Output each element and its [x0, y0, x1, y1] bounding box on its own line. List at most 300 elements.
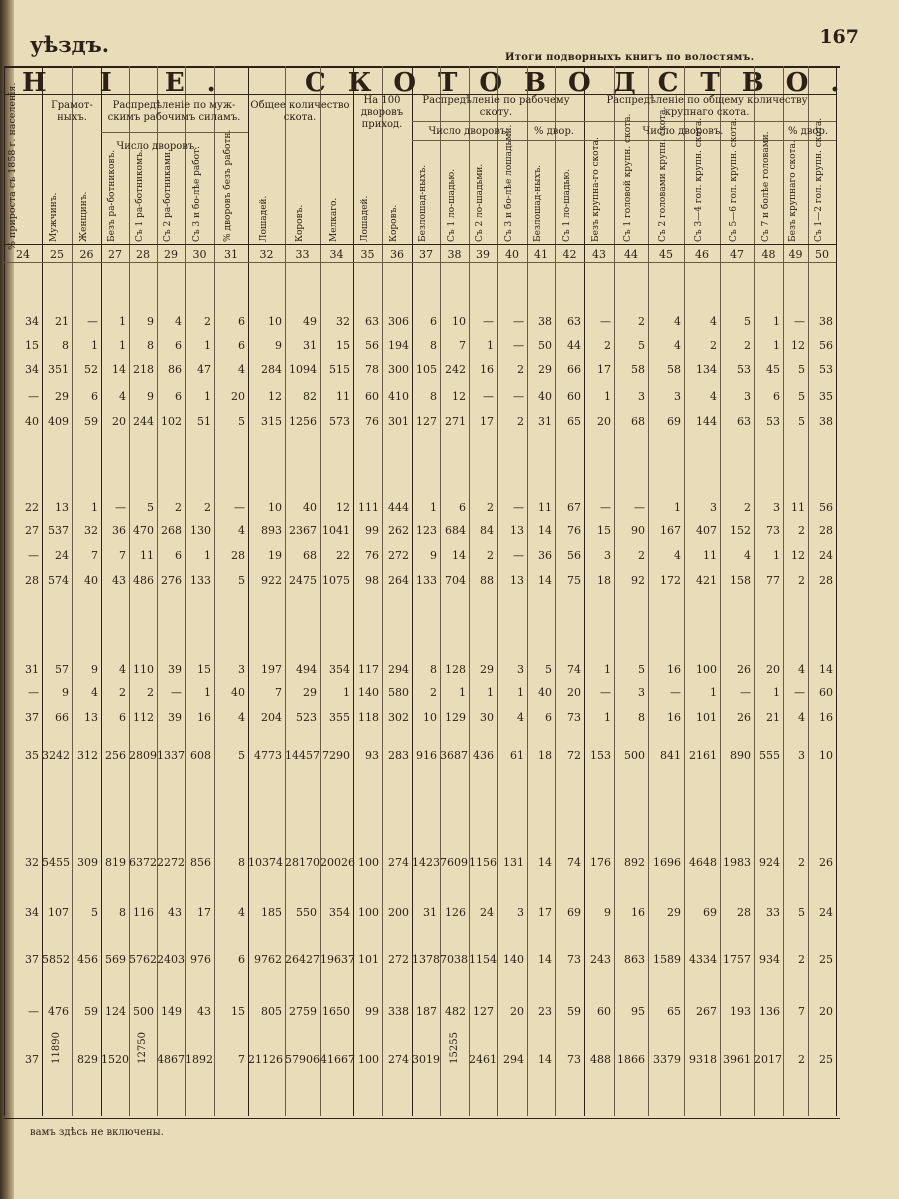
table-cell: 117 [358, 663, 379, 676]
table-cell: 5 [238, 749, 245, 762]
table-cell: 805 [261, 1005, 282, 1018]
table-cell: 40 [231, 686, 245, 699]
table-cell: 65 [567, 415, 581, 428]
table-cell: 26 [737, 663, 751, 676]
table-cell: 23 [538, 1005, 552, 1018]
table-cell: 73 [567, 711, 581, 724]
table-cell: 13 [55, 501, 69, 514]
table-cell: 127 [416, 415, 437, 428]
table-cell: 12 [791, 549, 805, 562]
table-cell: 3 [744, 390, 751, 403]
table-cell: 7038 [440, 953, 468, 966]
table-cell: 2475 [289, 574, 317, 587]
table-cell: 2 [638, 315, 645, 328]
table-cell: 10 [423, 711, 437, 724]
table-cell: 4 [798, 663, 805, 676]
table-cell: 4 [710, 315, 717, 328]
table-cell: 99 [365, 1005, 379, 1018]
table-cell: 976 [190, 953, 211, 966]
column-label: Съ 1—2 гол. крупн. скота. [814, 117, 824, 242]
table-cell: 38 [819, 415, 833, 428]
table-cell: 306 [388, 315, 409, 328]
table-cell: 50 [538, 339, 552, 352]
table-cell: 268 [161, 524, 182, 537]
table-cell: 2 [430, 686, 437, 699]
table-cell: 66 [567, 363, 581, 376]
column-number: 38 [447, 248, 462, 261]
table-cell: 4 [798, 711, 805, 724]
table-cell: 63 [365, 315, 379, 328]
table-cell: — [634, 501, 645, 514]
table-cell: 5 [545, 663, 552, 676]
table-cell: 107 [48, 906, 69, 919]
table-cell: 1378 [412, 953, 440, 966]
table-cell: 12 [336, 501, 350, 514]
table-cell: — [794, 315, 805, 328]
column-label: Съ 3 и бо-лѣе работ. [191, 146, 202, 242]
footnote: вамъ здѣсь не включены. [30, 1127, 164, 1138]
table-cell: 33 [766, 906, 780, 919]
table-cell: 59 [84, 1005, 98, 1018]
table-cell: 537 [48, 524, 69, 537]
table-cell: 6 [238, 953, 245, 966]
row-rule [584, 121, 836, 122]
column-label: Съ 2 ло-шадьми. [475, 163, 485, 242]
table-cell: 274 [388, 856, 409, 869]
table-cell: 494 [296, 663, 317, 676]
table-cell: 3242 [42, 749, 70, 762]
table-cell: 1 [773, 686, 780, 699]
table-cell: 1 [487, 686, 494, 699]
table-cell: 27 [25, 524, 39, 537]
table-cell: 300 [388, 363, 409, 376]
table-cell: 133 [416, 574, 437, 587]
table-cell: 5852 [42, 953, 70, 966]
table-cell: — [513, 549, 524, 562]
total-header: Общее количество скота. [250, 100, 350, 123]
table-cell: 1 [204, 686, 211, 699]
table-cell: 76 [567, 524, 581, 537]
table-cell: 9 [147, 315, 154, 328]
table-cell: 354 [329, 906, 350, 919]
table-cell: 32 [25, 856, 39, 869]
table-cell: 36 [112, 524, 126, 537]
table-cell: 1094 [289, 363, 317, 376]
table-cell: 9 [147, 390, 154, 403]
section-title: СКОТОВОДСТВО. [305, 68, 862, 98]
table-cell: 9 [62, 686, 69, 699]
table-cell: 4867 [157, 1053, 185, 1066]
table-cell: 1 [204, 549, 211, 562]
table-cell: 39 [168, 663, 182, 676]
table-cell: 486 [133, 574, 154, 587]
table-cell: 76 [365, 415, 379, 428]
table-cell: 2 [119, 686, 126, 699]
table-cell: 8 [119, 906, 126, 919]
table-cell: 14 [538, 856, 552, 869]
table-cell: 4 [674, 549, 681, 562]
table-cell: 4 [710, 390, 717, 403]
table-cell: 9 [275, 339, 282, 352]
table-cell: 2 [710, 339, 717, 352]
table-cell: 200 [388, 906, 409, 919]
table-cell: 14 [452, 549, 466, 562]
table-cell: 16 [819, 711, 833, 724]
table-cell: 7 [459, 339, 466, 352]
table-cell: 2161 [689, 749, 717, 762]
table-cell: — [513, 501, 524, 514]
table-cell: 550 [296, 906, 317, 919]
table-cell: 4 [238, 363, 245, 376]
table-cell: 14457 [285, 749, 320, 762]
table-cell: 12 [791, 339, 805, 352]
table-cell: 4773 [254, 749, 282, 762]
table-cell: 57906 [285, 1053, 320, 1066]
table-cell: 60 [819, 686, 833, 699]
table-cell: 7 [798, 1005, 805, 1018]
table-cell: 893 [261, 524, 282, 537]
table-cell: 100 [358, 856, 379, 869]
column-label: Мужчинъ. [49, 192, 59, 242]
work-count-subheader: Число дворовъ. [428, 126, 510, 137]
table-cell: 152 [730, 524, 751, 537]
title-fragment: Н І Е. [22, 68, 238, 98]
table-cell: 31 [538, 415, 552, 428]
table-cell: 9 [91, 663, 98, 676]
table-cell: 60 [597, 1005, 611, 1018]
table-cell: 684 [445, 524, 466, 537]
table-cell: 60 [567, 390, 581, 403]
table-cell: 31 [25, 663, 39, 676]
table-cell: 66 [55, 711, 69, 724]
table-cell: 116 [133, 906, 154, 919]
table-cell: — [28, 390, 39, 403]
table-cell: 355 [329, 711, 350, 724]
table-cell: 21126 [248, 1053, 283, 1066]
table-cell: 111 [358, 501, 379, 514]
table-cell: 18 [597, 574, 611, 587]
table-cell: 20 [510, 1005, 524, 1018]
table-cell: 65 [667, 1005, 681, 1018]
table-cell: 26427 [285, 953, 320, 966]
table-cell: 77 [766, 574, 780, 587]
table-cell: 1520 [101, 1053, 129, 1066]
table-cell: 5 [147, 501, 154, 514]
column-number: 35 [360, 248, 375, 261]
table-cell: 12 [268, 390, 282, 403]
table-cell: 1757 [723, 953, 751, 966]
table-cell: 59 [567, 1005, 581, 1018]
table-cell: 73 [567, 953, 581, 966]
row-rule [584, 140, 836, 141]
column-label: Съ 5—6 гол. крупн. скота. [729, 117, 739, 242]
table-cell: 4334 [689, 953, 717, 966]
table-cell: 17 [538, 906, 552, 919]
table-cell: 2461 [469, 1053, 497, 1066]
column-number: 45 [659, 248, 673, 261]
table-cell: 7 [91, 549, 98, 562]
column-label: Мелкаго. [328, 197, 339, 242]
table-cell: 1 [430, 501, 437, 514]
table-cell: 167 [660, 524, 681, 537]
table-cell: 123 [416, 524, 437, 537]
table-cell: — [794, 686, 805, 699]
work-header: Распредѣленіе по рабочему скоту. [422, 95, 570, 118]
table-cell: 69 [703, 906, 717, 919]
table-cell: — [740, 686, 751, 699]
table-cell: 187 [416, 1005, 437, 1018]
table-cell: 8 [638, 711, 645, 724]
table-cell: 134 [696, 363, 717, 376]
table-cell: — [513, 390, 524, 403]
table-cell: 25 [819, 953, 833, 966]
table-cell: 38 [538, 315, 552, 328]
table-cell: 153 [590, 749, 611, 762]
table-cell: 409 [48, 415, 69, 428]
table-cell: 51 [197, 415, 211, 428]
table-cell: 407 [696, 524, 717, 537]
table-cell: 28 [231, 549, 245, 562]
table-cell: 124 [105, 1005, 126, 1018]
table-cell: 8 [238, 856, 245, 869]
table-cell: 127 [473, 1005, 494, 1018]
table-cell: 16 [480, 363, 494, 376]
table-cell: 3 [638, 686, 645, 699]
table-cell: 272 [388, 953, 409, 966]
table-cell: 264 [388, 574, 409, 587]
table-cell: 890 [730, 749, 751, 762]
column-label: Съ 1 ра-ботникомъ. [135, 149, 145, 242]
table-cell: 22 [336, 549, 350, 562]
column-number: 40 [505, 248, 519, 261]
table-cell: — [28, 686, 39, 699]
table-cell: 130 [190, 524, 211, 537]
column-number: 41 [534, 248, 548, 261]
table-cell: 315 [261, 415, 282, 428]
table-cell: 14 [538, 953, 552, 966]
table-cell: 9762 [254, 953, 282, 966]
table-cell: 29 [55, 390, 69, 403]
table-cell: — [171, 686, 182, 699]
row-rule [4, 262, 836, 263]
table-cell: 841 [660, 749, 681, 762]
table-cell: 9 [604, 906, 611, 919]
table-cell: 8 [147, 339, 154, 352]
table-cell: 2 [798, 574, 805, 587]
table-cell: 14 [538, 1053, 552, 1066]
literate-header: Грамот-ныхъ. [51, 100, 93, 123]
table-cell: 4 [238, 906, 245, 919]
table-cell: 98 [365, 574, 379, 587]
column-number: 50 [815, 248, 829, 261]
table-cell: 302 [388, 711, 409, 724]
table-cell: 100 [358, 1053, 379, 1066]
row-rule [412, 140, 584, 141]
table-cell: 118 [358, 711, 379, 724]
table-cell: 24 [55, 549, 69, 562]
table-cell: 421 [696, 574, 717, 587]
table-cell: 6 [175, 390, 182, 403]
cattle-header: Распредѣленіе по общему количеству крупнаго скота. [606, 95, 808, 118]
table-cell: 10374 [248, 856, 283, 869]
table-cell: 444 [388, 501, 409, 514]
page-number: 167 [819, 26, 859, 48]
table-cell: 2 [798, 856, 805, 869]
table-cell: 17 [597, 363, 611, 376]
table-cell: 75 [567, 574, 581, 587]
table-cell: 100 [696, 663, 717, 676]
table-cell: 14 [538, 524, 552, 537]
table-cell: 15 [597, 524, 611, 537]
table-cell: 1 [119, 339, 126, 352]
table-cell: 2 [517, 363, 524, 376]
table-cell: 95 [631, 1005, 645, 1018]
table-cell: 136 [759, 1005, 780, 1018]
column-number: 46 [695, 248, 709, 261]
table-cell: 39 [168, 711, 182, 724]
table-cell: 112 [133, 711, 154, 724]
table-cell: 267 [696, 1005, 717, 1018]
column-number: 28 [136, 248, 150, 261]
table-cell: 4 [674, 339, 681, 352]
table-cell: 99 [365, 524, 379, 537]
table-cell: 5 [798, 363, 805, 376]
table-cell: 37 [25, 1053, 39, 1066]
table-cell: 1 [604, 390, 611, 403]
table-cell: 13 [510, 574, 524, 587]
table-cell: 15 [197, 663, 211, 676]
table-cell: 6372 [129, 856, 157, 869]
table-cell: 2 [798, 1053, 805, 1066]
table-cell: 7 [275, 686, 282, 699]
table-cell: 24 [480, 906, 494, 919]
table-cell: 354 [329, 663, 350, 676]
growth-header: % прироста съ 1858 г. населенія. [7, 82, 18, 250]
table-cell: 69 [667, 415, 681, 428]
table-cell: 26 [737, 711, 751, 724]
column-rule [836, 66, 837, 1116]
table-cell: 5 [744, 315, 751, 328]
table-cell: 272 [388, 549, 409, 562]
table-cell: 19 [268, 549, 282, 562]
table-cell: 5 [638, 663, 645, 676]
table-cell: 294 [503, 1053, 524, 1066]
table-cell: 410 [388, 390, 409, 403]
table-cell: 56 [365, 339, 379, 352]
table-cell: 20 [112, 415, 126, 428]
table-cell: 88 [480, 574, 494, 587]
table-cell: 1 [487, 339, 494, 352]
table-cell: 338 [388, 1005, 409, 1018]
table-cell: 16 [667, 663, 681, 676]
table-cell: 2 [604, 339, 611, 352]
table-cell: 102 [161, 415, 182, 428]
table-cell: 3687 [440, 749, 468, 762]
table-cell: 86 [168, 363, 182, 376]
column-label: Коровъ. [389, 204, 399, 242]
table-cell: 3 [710, 501, 717, 514]
table-cell: 6 [175, 549, 182, 562]
table-cell: 35 [819, 390, 833, 403]
table-cell: 110 [133, 663, 154, 676]
table-cell: 488 [590, 1053, 611, 1066]
column-label: Съ 1 ло-шадью. [446, 168, 457, 242]
table-cell: 84 [480, 524, 494, 537]
table-cell: 44 [567, 339, 581, 352]
table-cell: 276 [161, 574, 182, 587]
column-label: Съ 2 ра-ботниками. [163, 149, 173, 242]
table-cell: 172 [660, 574, 681, 587]
table-cell: 69 [567, 906, 581, 919]
column-number: 39 [476, 248, 490, 261]
table-cell: 15 [336, 339, 350, 352]
table-cell: 5 [238, 574, 245, 587]
table-cell: 73 [567, 1053, 581, 1066]
column-label: Безъ крупнаго скота. [787, 140, 798, 242]
table-cell: 68 [631, 415, 645, 428]
table-cell: 53 [737, 363, 751, 376]
table-cell: 78 [365, 363, 379, 376]
table-cell: 8 [430, 390, 437, 403]
table-cell: 2017 [754, 1053, 782, 1066]
table-cell: 3019 [412, 1053, 440, 1066]
column-number: 33 [295, 248, 310, 261]
table-cell: 10 [268, 501, 282, 514]
table-cell: 34 [25, 906, 39, 919]
table-cell: 93 [365, 749, 379, 762]
table-cell: 13 [510, 524, 524, 537]
table-cell: 6 [119, 711, 126, 724]
table-cell: 262 [388, 524, 409, 537]
table-cell: 284 [261, 363, 282, 376]
table-cell: 482 [445, 1005, 466, 1018]
column-label: Лошадей. [258, 195, 269, 242]
table-cell: 1 [91, 501, 98, 514]
table-cell: 1696 [653, 856, 681, 869]
table-cell: 20 [766, 663, 780, 676]
table-cell: 52 [84, 363, 98, 376]
table-cell: 6 [238, 315, 245, 328]
table-cell: 67 [567, 501, 581, 514]
column-number: 26 [79, 248, 94, 261]
table-cell: 28 [737, 906, 751, 919]
table-cell: 301 [388, 415, 409, 428]
table-cell: 26 [819, 856, 833, 869]
table-cell: 7290 [322, 749, 350, 762]
table-cell: 5 [638, 339, 645, 352]
table-cell: 149 [161, 1005, 182, 1018]
table-cell: 3 [604, 549, 611, 562]
row-rule [412, 121, 584, 122]
table-cell: 32 [84, 524, 98, 537]
table-cell: 22 [25, 501, 39, 514]
table-cell: 4 [517, 711, 524, 724]
table-cell: 2 [175, 501, 182, 514]
table-cell: 74 [567, 856, 581, 869]
table-cell: 863 [624, 953, 645, 966]
column-label: Безъ крупна-го скота. [591, 137, 601, 242]
table-cell: 133 [190, 574, 211, 587]
table-cell: 2403 [157, 953, 185, 966]
table-cell: — [483, 315, 494, 328]
table-cell: 1 [517, 686, 524, 699]
table-cell: 555 [759, 749, 780, 762]
running-title: Итоги подворныхъ книгъ по волостямъ. [505, 52, 755, 63]
table-cell: 58 [667, 363, 681, 376]
table-cell: 25 [819, 1053, 833, 1066]
table-cell: 15 [25, 339, 39, 352]
table-cell: 68 [303, 549, 317, 562]
